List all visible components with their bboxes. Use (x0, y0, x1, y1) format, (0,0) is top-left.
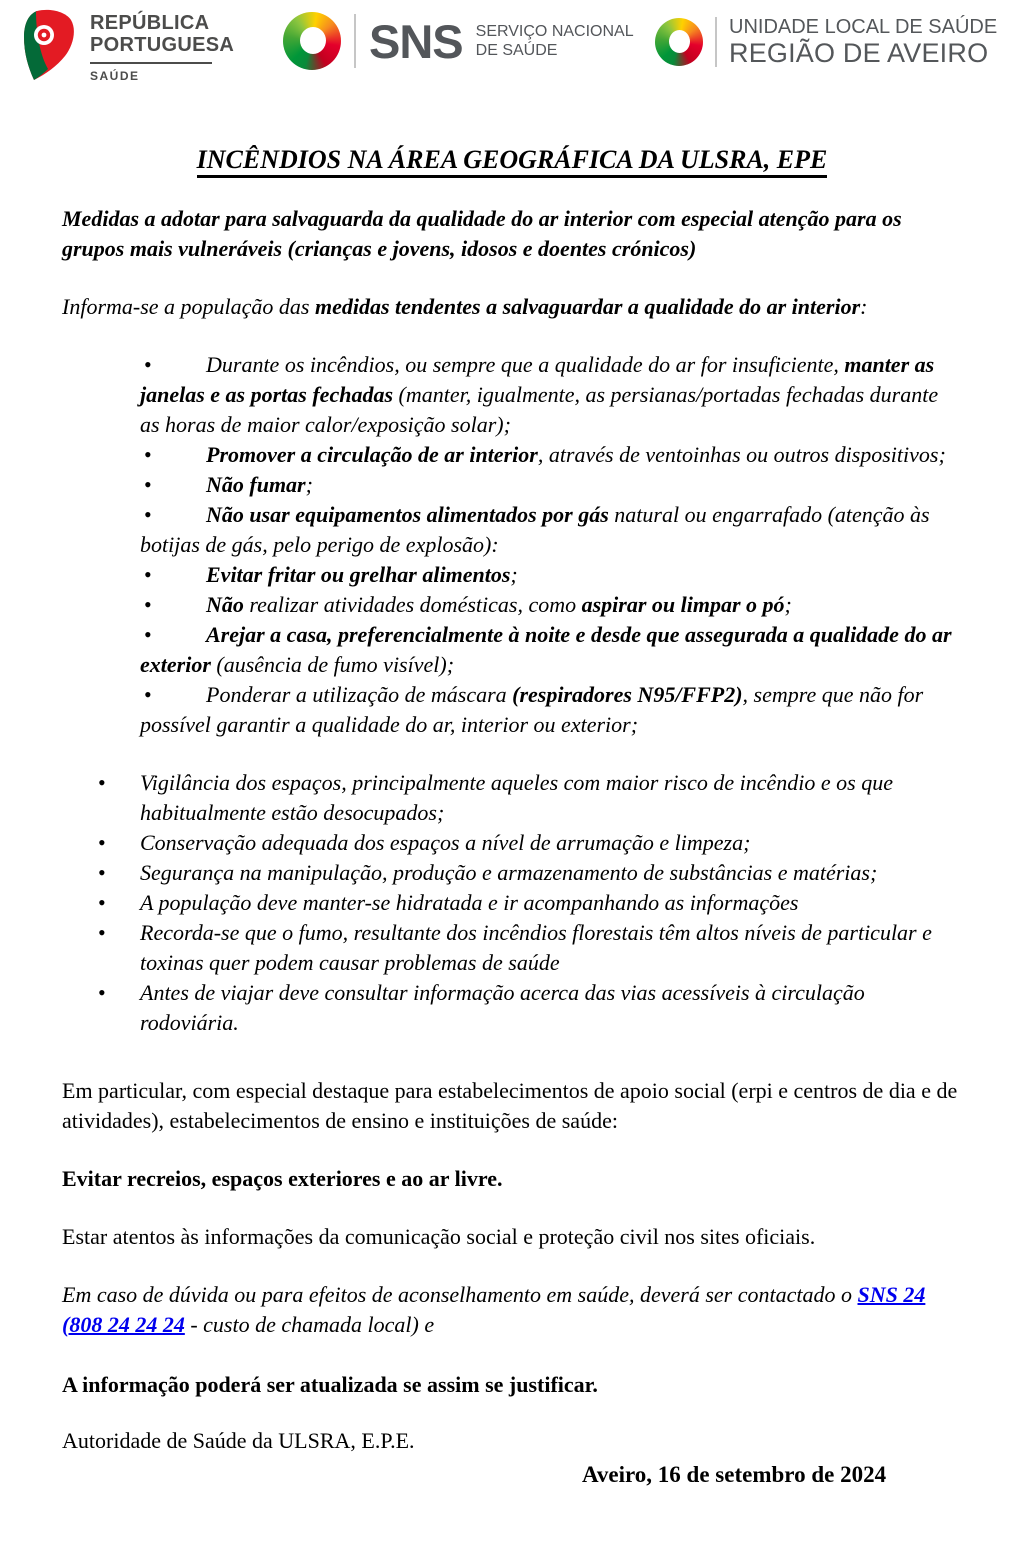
text-segment: ; (305, 472, 313, 497)
text-segment: , através de ventoinhas ou outros dispositivos; (537, 442, 946, 467)
list-item-text (140, 980, 865, 1035)
sns-logo-line1: SERVIÇO NACIONAL (475, 23, 634, 40)
text-segment: ; (510, 562, 518, 587)
text-segment: Evitar fritar ou grelhar alimentos (206, 562, 511, 587)
text-segment: Recorda-se que o fumo, resultante dos incêndios florestais têm altos níveis de particular e toxinas quer podem causar problemas de saúde (140, 920, 932, 975)
list-item-text (140, 682, 923, 737)
text-segment: Promover a circulação de ar interior (206, 442, 538, 467)
list-item (98, 918, 962, 978)
text-segment: Conservação adequada dos espaços a nível de arrumação e limpeza; (140, 830, 751, 855)
list-item-text (140, 352, 938, 437)
republica-portuguesa-logo (20, 8, 234, 89)
text-segment: Informa-se a população das (62, 294, 315, 319)
text-segment: Não (206, 592, 244, 617)
sns24-link[interactable]: SNS 24 (808 24 24 24 (62, 1282, 926, 1337)
list-item-text (140, 502, 930, 557)
list-item-text (140, 890, 798, 915)
bullet-icon: • (144, 562, 152, 587)
list-item (140, 590, 962, 620)
bullet-icon: • (144, 622, 152, 647)
bullet-icon: • (98, 920, 106, 945)
text-segment: Segurança na manipulação, produção e armazenamento de substâncias e matérias; (140, 860, 878, 885)
list-item-text (140, 770, 893, 825)
text-segment: , sempre que não for possível garantir a qualidade do ar, interior ou exterior; (140, 682, 924, 737)
portuguese-flag-icon (20, 8, 76, 89)
text-segment: Medidas a adotar para salvaguarda da qualidade do ar interior com especial atenção para os grupos mais vulneráveis (crianças e jovens, idosos e doentes crónicos) (62, 206, 902, 261)
text-segment: Vigilância dos espaços, principalmente aqueles com maior risco de incêndio e os que habitualmente estão desocupados; (140, 770, 893, 825)
sns-logo-text (476, 22, 634, 60)
lead-paragraph (62, 204, 962, 264)
list-item-text (206, 442, 946, 467)
sns-swirl-icon (283, 12, 341, 70)
text-segment: aspirar ou limpar o pó (581, 592, 785, 617)
bullet-icon: • (98, 860, 106, 885)
text-segment: realizar atividades domésticas, como (243, 592, 582, 617)
estar-atentos-paragraph: Estar atentos às informações da comunicação social e proteção civil nos sites oficiais. (62, 1224, 816, 1249)
uls-aveiro-logo (655, 16, 997, 67)
list-item (98, 888, 962, 918)
list-item-text (206, 562, 518, 587)
text-segment: medidas tendentes a salvaguardar a qualidade do ar interior (314, 294, 861, 319)
list-item-text (206, 592, 792, 617)
sns24-paragraph (62, 1280, 962, 1340)
list-item-text (140, 830, 750, 855)
list-item (140, 680, 962, 740)
list-item (98, 768, 962, 828)
text-segment: Em caso de dúvida ou para efeitos de aconselhamento em saúde, deverá ser contactado o (62, 1282, 858, 1307)
list-item (140, 350, 962, 440)
gov-logo-ministry: SAÚDE (90, 69, 140, 83)
atualizacao-paragraph: A informação poderá ser atualizada se assim se justificar. (62, 1372, 598, 1397)
logo-header (0, 0, 1024, 96)
bullet-icon: • (144, 682, 152, 707)
logo-separator (354, 14, 356, 68)
bullet-icon: • (144, 592, 152, 617)
text-segment: Antes de viajar deve consultar informação acerca das vias acessíveis à circulação rodoviária. (140, 980, 865, 1035)
logo-separator (715, 17, 717, 67)
text-segment: Arejar a casa, preferencialmente à noite e desde que assegurada a qualidade do ar exterior (140, 622, 952, 677)
evitar-recreios-paragraph: Evitar recreios, espaços exteriores e ao ar livre. (62, 1166, 503, 1191)
text-segment: Não usar equipamentos alimentados por gás (206, 502, 609, 527)
text-segment: A população deve manter-se hidratada e ir acompanhando as informações (140, 890, 799, 915)
info-paragraph (62, 292, 962, 322)
bullet-icon: • (144, 442, 152, 467)
list-item (98, 978, 962, 1038)
autoridade-signature: Autoridade de Saúde da ULSRA, E.P.E. (62, 1428, 415, 1453)
document-body (0, 144, 1024, 1490)
list-item-text (206, 472, 313, 497)
bullet-icon: • (144, 502, 152, 527)
text-segment: Durante os incêndios, ou sempre que a qualidade do ar for insuficiente, (206, 352, 845, 377)
sns-abbr: SNS (369, 14, 463, 68)
list-item (98, 828, 962, 858)
bullet-icon: • (98, 830, 106, 855)
text-segment: (manter, igualmente, as persianas/portadas fechadas durante as horas de maior calor/exposição solar); (140, 382, 939, 437)
page-title (62, 144, 962, 176)
text-segment: (respiradores N95/FFP2) (512, 682, 743, 707)
text-segment: ; (784, 592, 792, 617)
text-segment: manter as janelas e as portas fechadas (140, 352, 935, 407)
list-item (140, 440, 962, 470)
measures-list-secondary (62, 768, 962, 1038)
list-item (140, 620, 962, 680)
uls-swirl-icon (655, 18, 703, 66)
bullet-icon: • (144, 472, 152, 497)
uls-logo-line1: UNIDADE LOCAL DE SAÚDE (729, 16, 998, 38)
bullet-icon: • (98, 770, 106, 795)
text-segment: natural ou engarrafado (atenção às botijas de gás, pelo perigo de explosão): (140, 502, 930, 557)
page-title-text: INCÊNDIOS NA ÁREA GEOGRÁFICA DA ULSRA, EPE (197, 145, 828, 178)
gov-logo-line1: REPÚBLICA (90, 12, 210, 34)
em-particular-paragraph: Em particular, com especial destaque para estabelecimentos de apoio social (erpi e centros de dia e de atividades), estabelecimentos de ensino e instituições de saúde: (62, 1078, 958, 1133)
list-item (140, 560, 962, 590)
bullet-icon: • (98, 980, 106, 1005)
list-item (140, 500, 962, 560)
list-item-text (140, 860, 877, 885)
gov-logo-divider (90, 62, 212, 64)
text-segment: Ponderar a utilização de máscara (206, 682, 513, 707)
list-item-text (140, 622, 952, 677)
uls-logo-line2: REGIÃO DE AVEIRO (729, 38, 989, 68)
measures-list-primary (62, 350, 962, 740)
text-segment: Não fumar (206, 472, 306, 497)
bullet-icon: • (98, 890, 106, 915)
sns-logo-line2: DE SAÚDE (475, 42, 558, 59)
date-location-line: Aveiro, 16 de setembro de 2024 (582, 1462, 887, 1487)
list-item (140, 470, 962, 500)
sns-logo (283, 12, 634, 70)
gov-logo-line2: PORTUGUESA (90, 34, 235, 56)
text-segment: : (860, 294, 868, 319)
list-item-text (140, 920, 932, 975)
text-segment: (ausência de fumo visível); (210, 652, 455, 677)
text-segment: - custo de chamada local) e (184, 1312, 435, 1337)
bullet-icon: • (144, 352, 152, 377)
list-item (98, 858, 962, 888)
